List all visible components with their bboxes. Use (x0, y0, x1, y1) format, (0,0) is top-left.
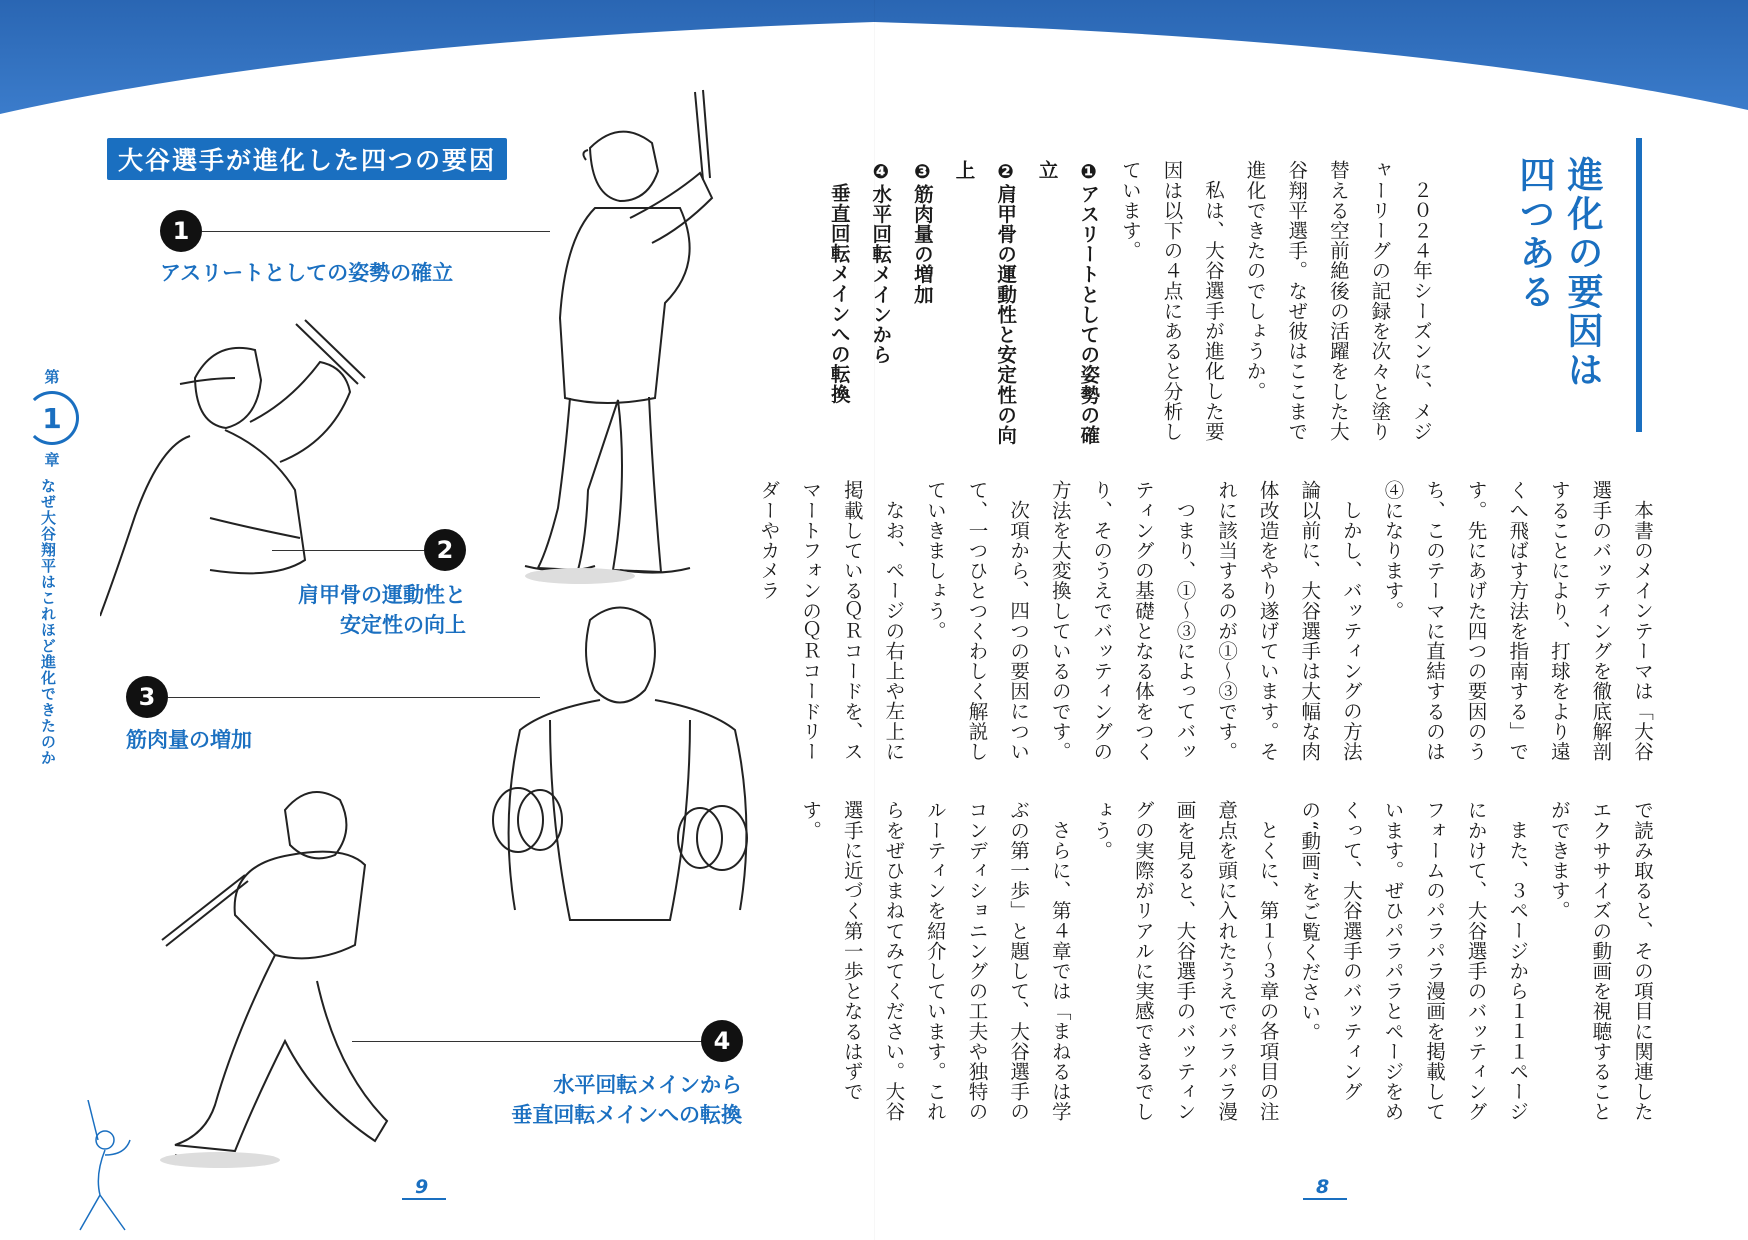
page-number-underline-right (1303, 1198, 1347, 1200)
factor-label-1: アスリートとしての姿勢の確立 (160, 261, 454, 285)
chapter-tab (22, 366, 82, 470)
factor-number-4: 4 (701, 1020, 743, 1062)
chapter-prefix: 第 (44, 368, 60, 386)
illustration-full-swing (160, 780, 460, 1170)
chapter-title: なぜ大谷翔平はこれほど進化できたのか (39, 478, 57, 766)
page-number-underline-left (402, 1198, 446, 1200)
chapter-number: 1 (25, 391, 79, 445)
list-item: ❸筋肉量の増加 (910, 160, 934, 305)
body-paragraph: で読み取ると、その項目に関連したエクササイズの動画を視聴することができます。 (1547, 800, 1654, 1122)
leader-line-1 (202, 231, 550, 232)
illustration-dumbbells (490, 600, 760, 1000)
body-paragraph: さらに、第４章では「まねるは学ぶの第一歩」と題して、大谷選手のコンディショニングの工夫や独特のルーティンを紹介しています。これらをぜひまねてみてください。大谷選手に近づく第一歩となるはずです。 (799, 800, 1072, 1122)
body-text-middle (757, 480, 1663, 770)
intro-paragraph: ２０２４年シーズンに、メジャーリーグの記録を次々と塗り替える空前絶後の活躍をした大谷翔平選手。なぜ彼はここまで進化できたのでしょうか。 (1243, 160, 1433, 442)
list-item: 垂直回転メインへの転換 (827, 183, 851, 405)
body-paragraph: 本書のメインテーマは「大谷選手のバッティングを徹底解剖することにより、打球をより遠くへ飛ばす方法を指南する」です。先にあげた四つの要因のうち、このテーマに直結するのは④になります。 (1381, 480, 1654, 762)
factor-number-2: 2 (424, 529, 466, 571)
list-item: ❷肩甲骨の運動性と安定性の向上 (952, 160, 1018, 445)
intro-text-block (827, 160, 1442, 460)
factor-number-3: 3 (126, 676, 168, 718)
body-paragraph: 次項から、四つの要因について、一つひとつくわしく解説していきましょう。 (923, 480, 1031, 762)
factor-number-1: 1 (160, 210, 202, 252)
section-heading: 進化の要因は 四つある (1514, 156, 1603, 390)
page-number-right: 8 (1316, 1176, 1330, 1198)
intro-paragraph: 私は、大谷選手が進化した要因は以下の４点にあると分析しています。 (1118, 160, 1226, 442)
illustration-batting-stance (500, 88, 750, 588)
flipbook-batter-icon (60, 1100, 180, 1235)
factors-box-title: 大谷選手が進化した四つの要因 (107, 138, 507, 180)
body-paragraph: つまり、①〜③によってバッティングの基礎となる体をつくり、そのうえでバッティングの方法を大変換しているのです。 (1048, 480, 1197, 762)
illustration-shoulder-swing (100, 318, 430, 618)
section-heading-bar (1636, 138, 1642, 432)
page-number-left: 9 (415, 1176, 429, 1198)
list-item: ❶アスリートとしての姿勢の確立 (1035, 160, 1101, 445)
body-paragraph: しかし、バッティングの方法論以前に、大谷選手は大幅な肉体改造をやり遂げています。それに該当するのが①〜③です。 (1215, 480, 1363, 762)
body-paragraph: とくに、第１〜３章の各項目の注意点を頭に入れたうえでパラパラ漫画を見ると、大谷選手のバッティングの実際がリアルに実感できるでしょう。 (1090, 800, 1280, 1122)
list-item: ❹水平回転メインから (869, 160, 893, 365)
factor-label-3: 筋肉量の増加 (126, 728, 252, 752)
factor-label-4: 水平回転メインから 垂直回転メインへの転換 (511, 1073, 742, 1127)
body-paragraph: なお、ページの右上や左上に掲載しているＱＲコードを、スマートフォンのＱＲコードリーダーやカメラ (757, 480, 906, 762)
body-text-bottom (799, 800, 1663, 1130)
leader-line-3 (168, 697, 540, 698)
factor-label-2: 肩甲骨の運動性と 安定性の向上 (298, 583, 466, 637)
chapter-suffix: 章 (44, 451, 60, 469)
body-paragraph: また、３ページから１１１ページにかけて、大谷選手のバッティングフォームのパラパラ漫画を掲載しています。ぜひパラパラとページをめくって、大谷選手のバッティングの“動画”をご覧ください。 (1298, 800, 1530, 1122)
